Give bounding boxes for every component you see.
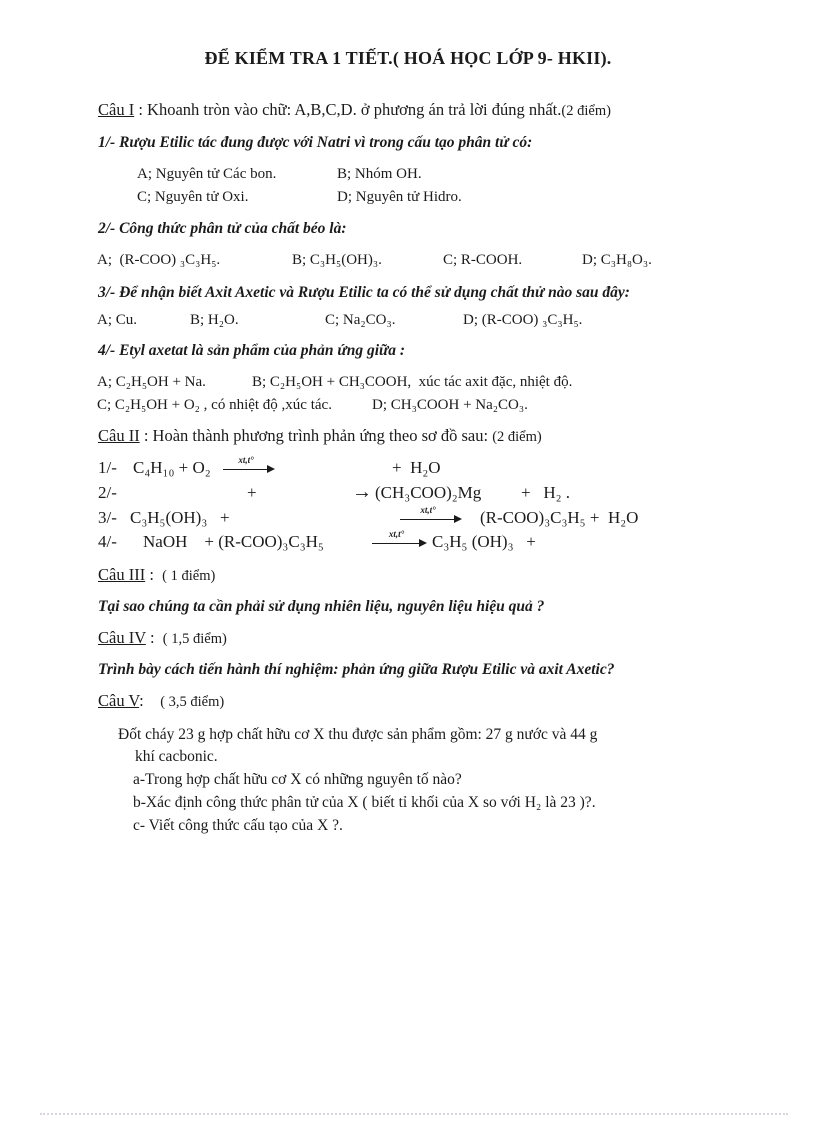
q2-option-c: C; R-COOH. bbox=[443, 252, 523, 268]
cau2-points: (2 điểm) bbox=[492, 429, 542, 445]
q4-option-b: B; C₂H₅OH + CH₃COOH, xúc tác axit đặc, nhiệt độ. bbox=[252, 374, 573, 390]
eq1-products: + H₂O bbox=[392, 458, 441, 477]
eq2-arrow-icon: → bbox=[352, 481, 372, 503]
eq4-number: 4/- bbox=[98, 532, 117, 551]
section-cau1-header bbox=[98, 101, 611, 120]
eq1-number: 1/- bbox=[98, 458, 117, 477]
eq4-reaction-arrow bbox=[372, 529, 427, 551]
eq3-arrow-label: xt,t° bbox=[420, 505, 436, 515]
page-bottom-dotted-line bbox=[40, 1113, 788, 1115]
q3-option-b: B; H₂O. bbox=[190, 312, 239, 328]
eq3-products: (R-COO)₃C₃H₅ + H₂O bbox=[480, 508, 639, 527]
cau1-points: (2 điểm) bbox=[561, 103, 611, 119]
cau1-label: Câu I bbox=[98, 100, 135, 119]
eq3-number: 3/- bbox=[98, 508, 117, 527]
cau5-points: ( 3,5 điểm) bbox=[160, 694, 225, 710]
eq4-arrow-label: xt,t° bbox=[388, 529, 405, 539]
cau3-sep: : bbox=[145, 565, 163, 584]
eq3-reactants: C₃H₅(OH)₃ + bbox=[130, 508, 230, 527]
section-cau2-header bbox=[98, 427, 542, 446]
cau4-label: Câu IV bbox=[98, 628, 146, 647]
q1-option-c: C; Nguyên tử Oxi. bbox=[137, 189, 249, 205]
eq1-arrow-label: xt,t° bbox=[238, 455, 254, 465]
q4-option-a: A; C₂H₅OH + Na. bbox=[97, 374, 206, 390]
cau5-body-line2: khí cacbonic. bbox=[135, 748, 218, 765]
cau5-part-a: a-Trong hợp chất hữu cơ X có những nguyên tố nào? bbox=[133, 771, 462, 788]
cau1-instruction: Khoanh tròn vào chữ: A,B,C,D. ở phương án trả lời đúng nhất. bbox=[147, 100, 562, 119]
cau3-label: Câu III bbox=[98, 565, 146, 584]
q1-option-b: B; Nhóm OH. bbox=[337, 166, 422, 182]
cau3-question: Tại sao chúng ta cần phải sử dụng nhiên liệu, nguyên liệu hiệu quả ? bbox=[98, 598, 545, 615]
cau2-sep: : bbox=[139, 426, 153, 445]
q2-option-d: D; C₃H₈O₃. bbox=[582, 252, 652, 268]
section-cau4-header bbox=[98, 629, 227, 648]
q3-option-a: A; Cu. bbox=[97, 312, 138, 328]
cau5-label: Câu V bbox=[98, 691, 140, 710]
section-cau3-header bbox=[98, 566, 215, 585]
cau4-question: Trình bày cách tiến hành thí nghiệm: phản ứng giữa Rượu Etilic và axit Axetic? bbox=[98, 661, 615, 678]
q1-option-a: A; Nguyên tử Các bon. bbox=[137, 166, 277, 182]
cau5-body-line1: Đốt cháy 23 g hợp chất hữu cơ X thu được sản phẩm gồm: 27 g nước và 44 g bbox=[118, 726, 598, 743]
q2-option-a: A; (R-COO) ₃C₃H₅. bbox=[97, 252, 221, 268]
cau3-points: ( 1 điểm) bbox=[162, 568, 216, 584]
q2-stem: 2/- Công thức phân tử của chất béo là: bbox=[98, 220, 347, 237]
eq2-product: (CH₃COO)₂Mg bbox=[375, 483, 482, 502]
q2-option-b: B; C₃H₅(OH)₃. bbox=[292, 252, 382, 268]
eq4-products: C₃H₅ (OH)₃ + bbox=[432, 532, 536, 551]
section-cau5-header bbox=[98, 692, 224, 711]
cau5-part-c: c- Viết công thức cấu tạo của X ?. bbox=[133, 817, 343, 834]
cau4-points: ( 1,5 điểm) bbox=[162, 631, 227, 647]
cau2-instruction: Hoàn thành phương trình phản ứng theo sơ đồ sau: bbox=[152, 426, 493, 445]
eq4-reactants: NaOH + (R-COO)₃C₃H₅ bbox=[143, 532, 324, 551]
eq1-reaction-arrow bbox=[223, 455, 275, 477]
cau4-sep: : bbox=[145, 628, 163, 647]
document-title: ĐỂ KIỂM TRA 1 TIẾT.( HOÁ HỌC LỚP 9- HKII). bbox=[204, 48, 612, 68]
cau5-sep: : bbox=[139, 691, 161, 710]
cau2-label: Câu II bbox=[98, 426, 140, 445]
eq2-tail: + H₂ . bbox=[521, 483, 571, 502]
q1-stem: 1/- Rượu Etilic tác đung được với Natri vì trong cấu tạo phân tử có: bbox=[98, 134, 533, 151]
eq2-number: 2/- bbox=[98, 483, 117, 502]
cau5-part-b: b-Xác định công thức phân tử của X ( biết tỉ khối của X so với H₂ là 23 )?. bbox=[133, 794, 596, 811]
q4-option-d: D; CH₃COOH + Na₂CO₃. bbox=[372, 397, 528, 413]
q4-stem: 4/- Etyl axetat là sản phẩm của phản ứng giữa : bbox=[98, 342, 406, 359]
q1-option-d: D; Nguyên tử Hidro. bbox=[337, 189, 462, 205]
eq2-plus: + bbox=[247, 483, 257, 502]
q3-stem: 3/- Để nhận biết Axit Axetic và Rượu Etilic ta có thể sử dụng chất thử nào sau đây: bbox=[98, 284, 630, 301]
q3-option-c: C; Na₂CO₃. bbox=[325, 312, 396, 328]
eq1-reactants: C₄H₁₀ + O₂ bbox=[133, 458, 211, 477]
cau1-sep: : bbox=[134, 100, 148, 119]
q3-option-d: D; (R-COO) ₃C₃H₅. bbox=[463, 312, 583, 328]
eq3-reaction-arrow bbox=[400, 505, 462, 527]
q4-option-c: C; C₂H₅OH + O₂ , có nhiệt độ ,xúc tác. bbox=[97, 397, 332, 413]
